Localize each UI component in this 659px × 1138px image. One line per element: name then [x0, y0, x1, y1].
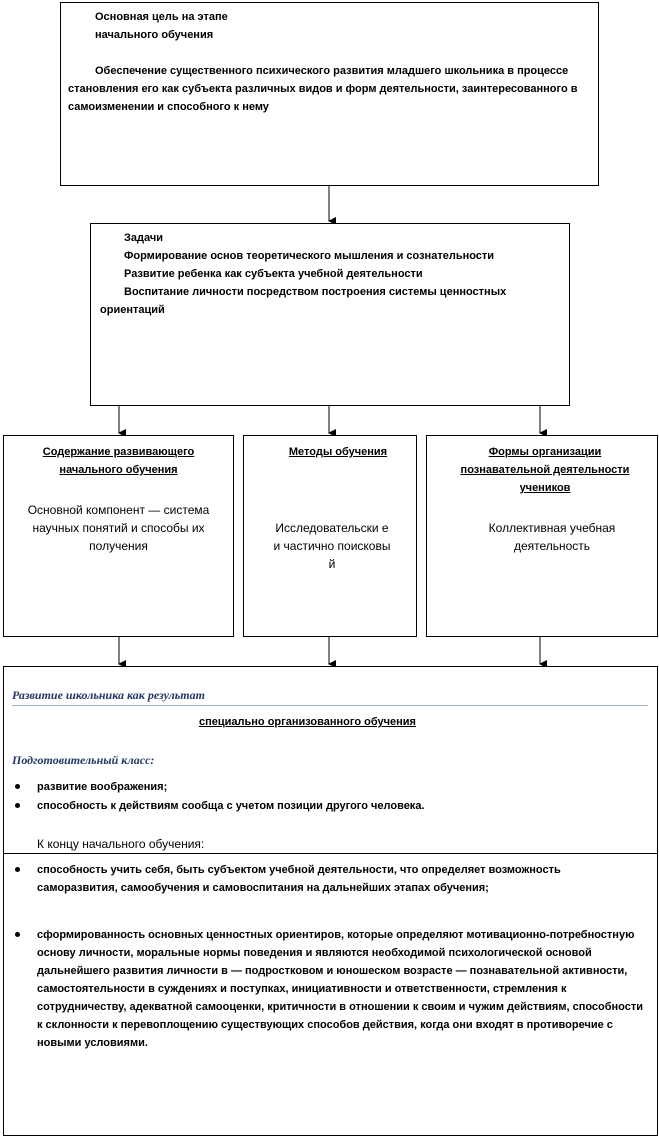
prep-item-1: развитие воображения; — [37, 781, 168, 793]
bullet-icon — [15, 784, 20, 789]
bullet-icon — [15, 932, 20, 937]
task-item-2: Развитие ребенка как субъекта учебной деятельности — [124, 268, 423, 280]
bullet-icon — [15, 867, 20, 872]
results-box — [3, 666, 658, 1136]
heading-rule — [12, 705, 648, 706]
task-item-3: Воспитание личности посредством построения системы ценностных ориентаций — [100, 286, 507, 316]
results-subheading: специально организованного обучения — [199, 716, 416, 728]
tasks-title: Задачи — [124, 232, 163, 244]
content-title: Содержание развивающего начального обучения — [42, 446, 195, 476]
methods-title: Методы обучения — [288, 446, 388, 458]
task-item-1: Формирование основ теоретического мышления и сознательности — [124, 250, 495, 262]
goal-title-line2: начального обучения — [95, 29, 214, 41]
end-title: К концу начального обучения: — [37, 837, 205, 851]
content-text: Основной компонент — система научных понятий и способы их получения — [27, 503, 210, 553]
prep-item-2: способность к действиям сообща с учетом позиции другого человека. — [37, 800, 425, 812]
goal-title-line1: Основная цель на этапе — [95, 11, 228, 23]
methods-text: Исследовательски е и частично поисковый — [273, 521, 391, 571]
section-divider — [3, 853, 658, 854]
bullet-icon — [15, 803, 20, 808]
forms-text: Коллективная учебная деятельность — [488, 521, 616, 553]
results-heading: Развитие школьника как результат — [12, 688, 205, 702]
prep-title: Подготовительный класс: — [12, 753, 155, 767]
goal-text: Обеспечение существенного психического развития младшего школьника в процессе становления его как субъекта различных видов и форм деятельности, заинтересованного в самоизменении и способного к нему — [68, 65, 578, 113]
end-item-1: способность учить себя, быть субъектом учебной деятельности, что определяет возможность саморазвития, самообучения и самовоспитания на дальнейших этапах обучения; — [37, 864, 561, 894]
end-item-2: сформированность основных ценностных ориентиров, которые определяют мотивационно-потребностную основу личности, моральные нормы поведения и являются необходимой психологической основой дальнейшего развития личности в — подростковом и юношеском возрасте — познавательной активности, самостоятельности в суждениях и поступках, инициативности и ответственности, стремления к сотрудничеству, адекватной самооценки, критичности в отношении к своим и чужим действиям, способности к склонности к перевоплощению существующих способов действия, когда они входят в противоречие с новыми условиями. — [37, 929, 644, 1049]
forms-title: Формы организации познавательной деятельности учеников — [460, 446, 630, 494]
